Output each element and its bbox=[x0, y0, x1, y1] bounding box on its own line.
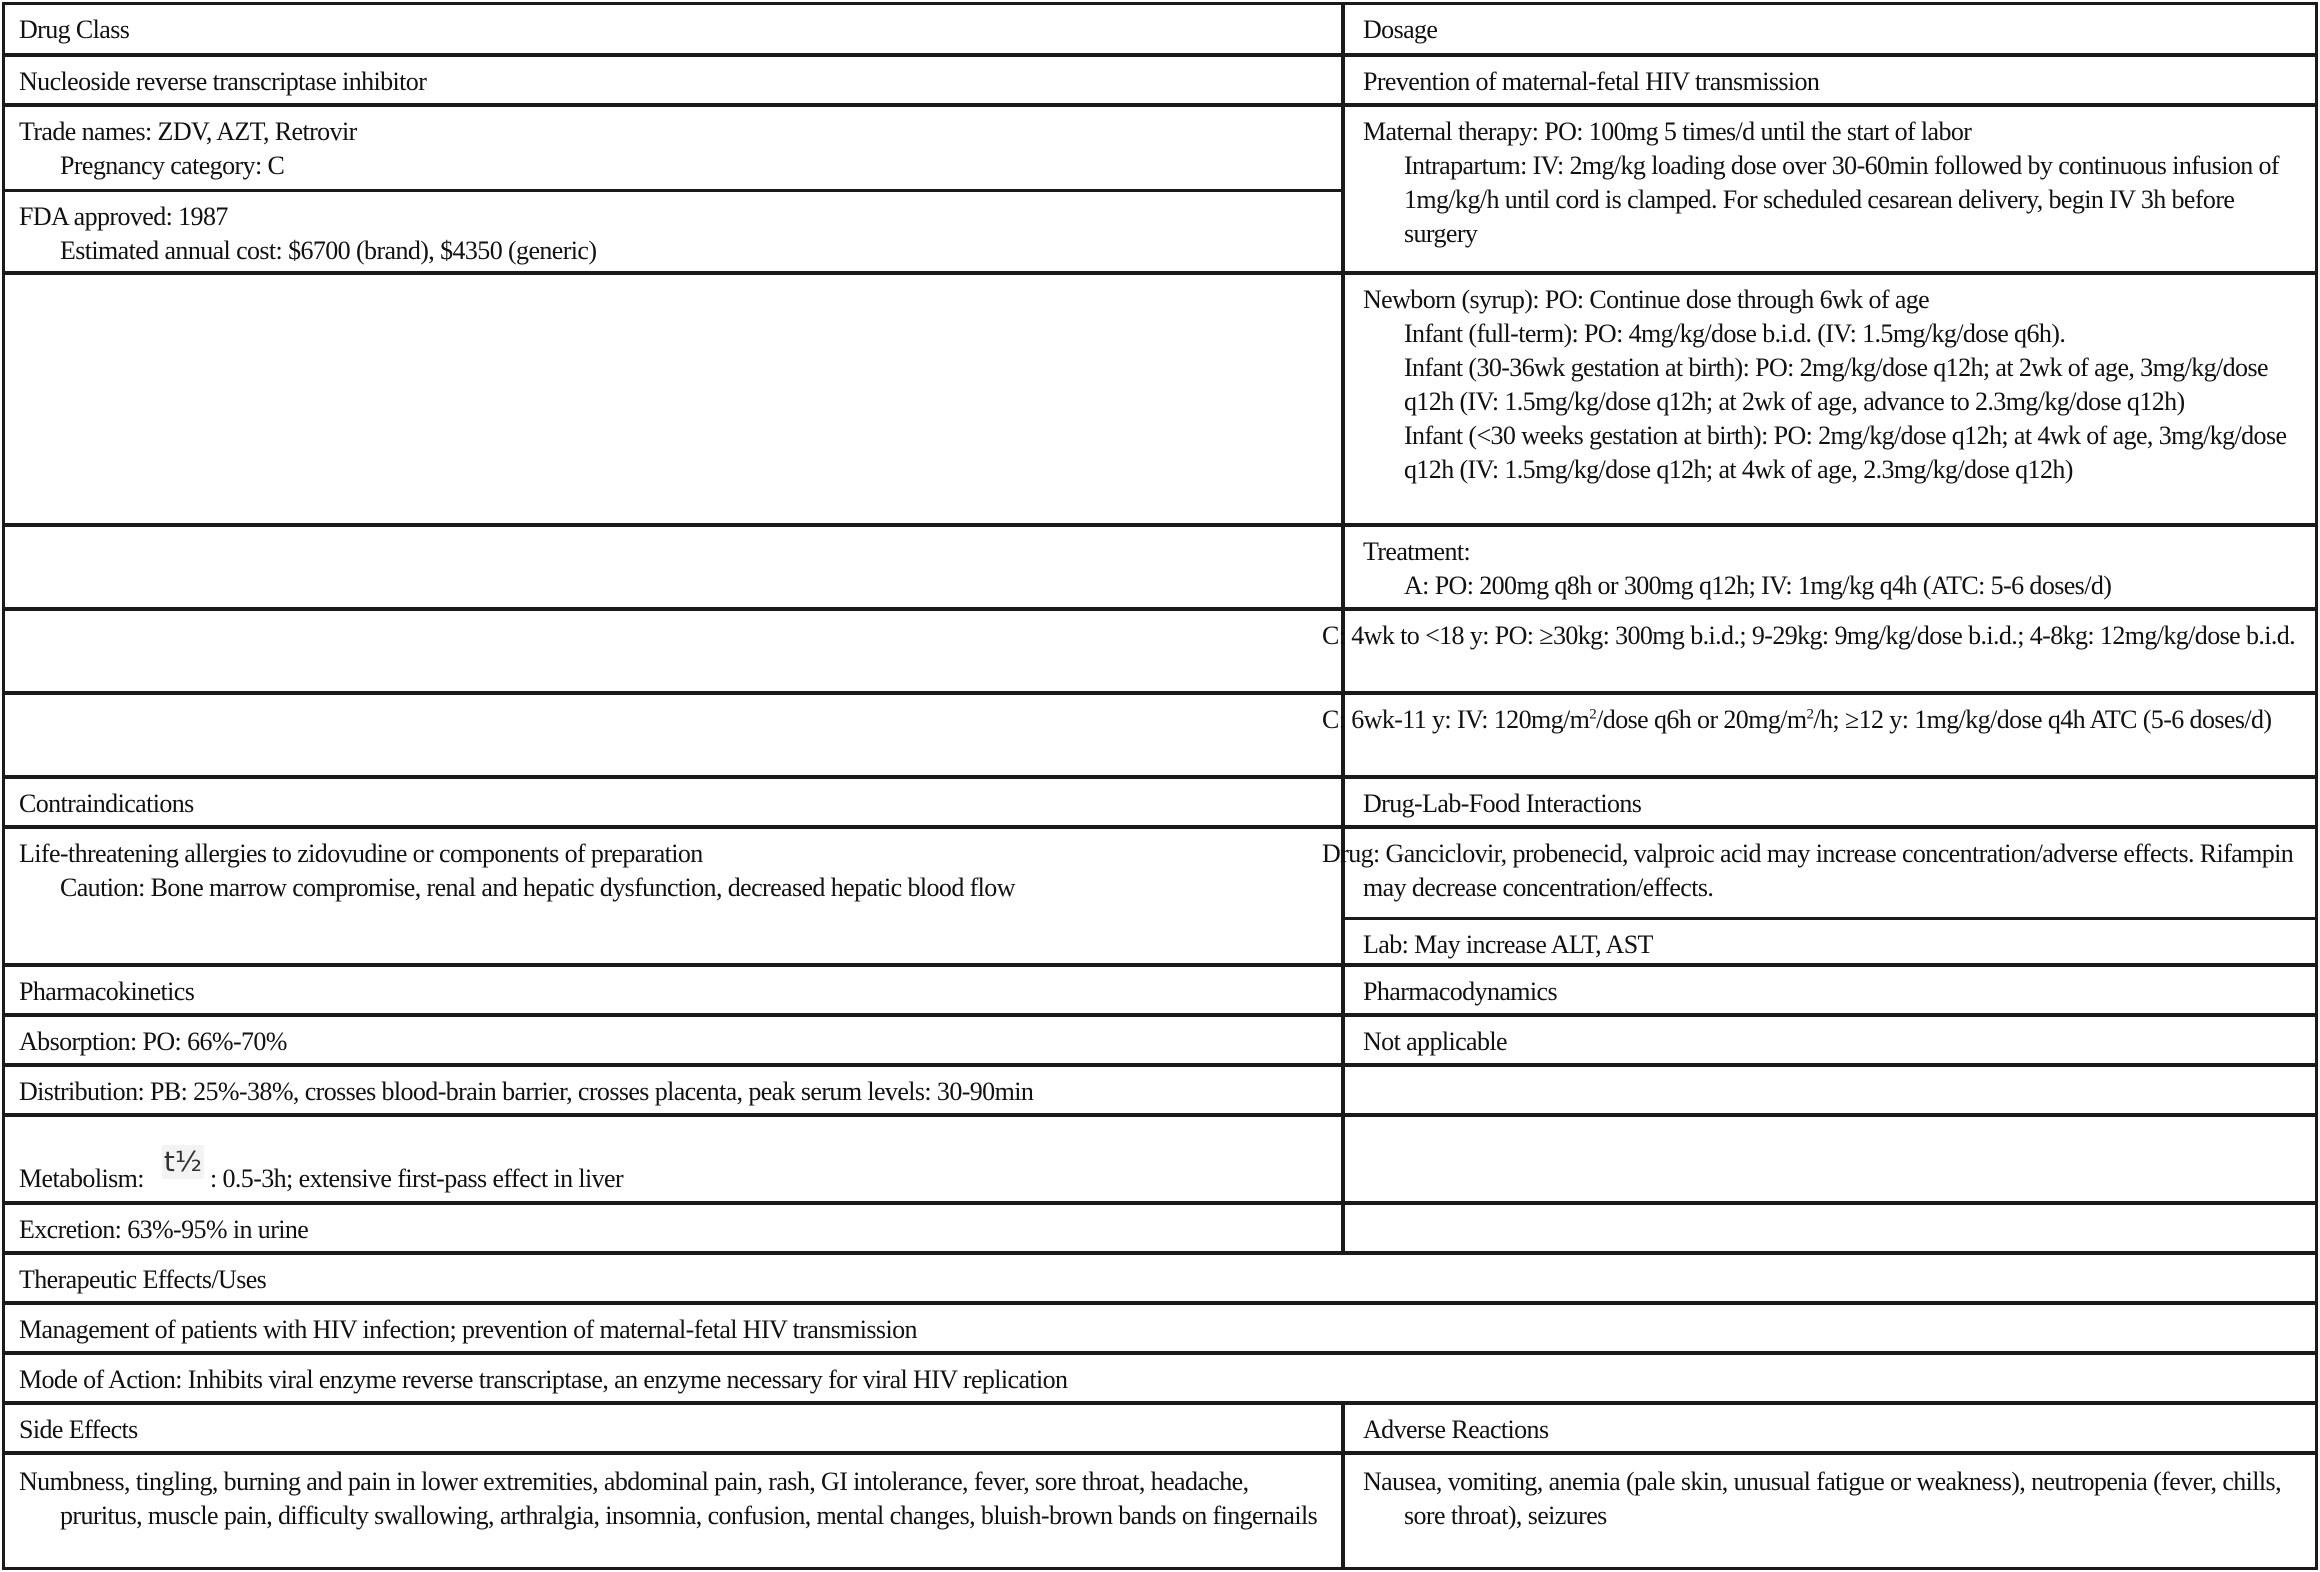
empty-cell bbox=[1341, 1205, 2315, 1253]
mode-of-action: Mode of Action: Inhibits viral enzyme reverse transcriptase, an enzyme necessary for viral HIV replication bbox=[19, 1365, 1068, 1394]
child-iv-part: /h; ≥12 y: 1mg/kg/dose q4h ATC (5-6 doses/d) bbox=[1813, 705, 2272, 734]
treatment-adult: A: PO: 200mg q8h or 300mg q12h; IV: 1mg/kg q4h (ATC: 5-6 doses/d) bbox=[1404, 571, 2112, 600]
interactions-header: Drug-Lab-Food Interactions bbox=[1341, 779, 2315, 827]
empty-cell bbox=[5, 695, 1341, 777]
fda-cell bbox=[5, 189, 1341, 273]
row-child-po bbox=[5, 607, 2315, 693]
half-life-icon: t½ bbox=[163, 1145, 202, 1178]
dosage-prevention-title: Prevention of maternal-fetal HIV transmission bbox=[1341, 57, 2315, 105]
header-row-therapeutic bbox=[5, 1251, 2315, 1303]
adverse-reactions: Nausea, vomiting, anemia (pale skin, unusual fatigue or weakness), neutropenia (fever, chills, sore throat), seizures bbox=[1341, 1455, 2315, 1567]
contraindications-header: Contraindications bbox=[19, 789, 194, 818]
maternal-therapy: Maternal therapy: PO: 100mg 5 times/d until the start of labor bbox=[1363, 117, 1972, 146]
drug-interactions: Drug: Ganciclovir, probenecid, valproic acid may increase concentration/adverse effects. Rifampin may decrease concentration/effects. bbox=[1341, 829, 2315, 917]
header-row-contraindications bbox=[5, 775, 2315, 827]
child-iv-part: C: 6wk-11 y: IV: 120mg/m bbox=[1322, 705, 1590, 734]
pharmacokinetics-header: Pharmacokinetics bbox=[19, 977, 195, 1006]
drug-class-header: Drug Class bbox=[19, 15, 130, 44]
drug-monograph-table bbox=[2, 2, 2318, 1570]
treatment-cell bbox=[1341, 527, 2315, 609]
therapeutic-uses: Management of patients with HIV infection; prevention of maternal-fetal HIV transmission bbox=[19, 1315, 917, 1344]
lab-interactions: Lab: May increase ALT, AST bbox=[1341, 917, 2315, 965]
row-treatment bbox=[5, 523, 2315, 609]
drug-class-value: Nucleoside reverse transcriptase inhibitor bbox=[19, 67, 427, 96]
trade-names: Trade names: ZDV, AZT, Retrovir bbox=[19, 117, 357, 146]
infant-full-term: Infant (full-term): PO: 4mg/kg/dose b.i.d. (IV: 1.5mg/kg/dose q6h). bbox=[1404, 319, 2066, 348]
pharmacodynamics-header: Pharmacodynamics bbox=[1341, 967, 2315, 1015]
distribution: Distribution: PB: 25%-38%, crosses blood-brain barrier, crosses placenta, peak serum levels: 30-90min bbox=[19, 1077, 1034, 1106]
row-child-iv bbox=[5, 691, 2315, 777]
row-absorption bbox=[5, 1013, 2315, 1065]
metabolism-label: Metabolism: bbox=[19, 1164, 144, 1193]
intrapartum-dosing: Intrapartum: IV: 2mg/kg loading dose over 30-60min followed by continuous infusion of 1mg/kg/h until cord is clamped. For scheduled cesarean delivery, begin IV 3h before surgery bbox=[1404, 151, 2279, 248]
row-newborn-dosing bbox=[5, 271, 2315, 525]
contraindication-main: Life-threatening allergies to zidovudine or components of preparation bbox=[19, 839, 703, 868]
metabolism-value: : 0.5-3h; extensive first-pass effect in liver bbox=[209, 1164, 624, 1193]
infant-under-30wk: Infant (<30 weeks gestation at birth): PO: 2mg/kg/dose q12h; at 4wk of age, 3mg/kg/dose q12h (IV: 1.5mg/kg/dose q12h; at 4wk of age, 2.3mg/kg/dose q12h) bbox=[1404, 421, 2287, 484]
pharmacodynamics-value: Not applicable bbox=[1341, 1017, 2315, 1065]
newborn-dosing: Newborn (syrup): PO: Continue dose through 6wk of age bbox=[1363, 285, 1930, 314]
annual-cost: Estimated annual cost: $6700 (brand), $4350 (generic) bbox=[60, 236, 597, 265]
fda-approved: FDA approved: 1987 bbox=[19, 202, 228, 231]
superscript: 2 bbox=[1806, 706, 1814, 723]
empty-cell bbox=[1341, 1067, 2315, 1115]
header-row-drug-class-dosage bbox=[5, 5, 2315, 55]
empty-cell bbox=[1341, 1117, 2315, 1203]
contraindication-caution: Caution: Bone marrow compromise, renal and hepatic dysfunction, decreased hepatic blood flow bbox=[60, 873, 1015, 902]
row-mode-of-action bbox=[5, 1351, 2315, 1403]
newborn-dosing-cell bbox=[1341, 275, 2315, 525]
infant-30-36wk: Infant (30-36wk gestation at birth): PO: 2mg/kg/dose q12h; at 2wk of age, 3mg/kg/dose q12h (IV: 1.5mg/kg/dose q12h; at 2wk of age, advance to 2.3mg/kg/dose q12h) bbox=[1404, 353, 2268, 416]
row-metabolism bbox=[5, 1113, 2315, 1203]
pregnancy-category: Pregnancy category: C bbox=[60, 151, 285, 180]
child-iv-dosing bbox=[1322, 695, 2315, 777]
treatment-label: Treatment: bbox=[1363, 537, 1471, 566]
contraindications-cell bbox=[5, 829, 1341, 965]
row-distribution bbox=[5, 1063, 2315, 1115]
therapeutic-header: Therapeutic Effects/Uses bbox=[19, 1265, 267, 1294]
row-excretion bbox=[5, 1201, 2315, 1253]
dosage-header: Dosage bbox=[1341, 5, 2315, 55]
row-drug-class-value bbox=[5, 53, 2315, 105]
excretion: Excretion: 63%-95% in urine bbox=[19, 1215, 309, 1244]
metabolism-cell bbox=[5, 1117, 1341, 1203]
absorption: Absorption: PO: 66%-70% bbox=[19, 1027, 287, 1056]
row-trade-names-maternal bbox=[5, 103, 2315, 273]
row-contraindications-content bbox=[5, 825, 2315, 965]
adverse-reactions-header: Adverse Reactions bbox=[1341, 1405, 2315, 1453]
superscript: 2 bbox=[1589, 706, 1597, 723]
maternal-therapy-cell bbox=[1341, 107, 2315, 273]
empty-cell bbox=[5, 611, 1341, 693]
side-effects-header: Side Effects bbox=[19, 1415, 138, 1444]
child-po-dosing: C: 4wk to <18 y: PO: ≥30kg: 300mg b.i.d.; 9-29kg: 9mg/kg/dose b.i.d.; 4-8kg: 12mg/kg/dose b.i.d. bbox=[1341, 611, 2315, 693]
row-therapeutic-uses bbox=[5, 1301, 2315, 1353]
header-row-pharmacokinetics bbox=[5, 963, 2315, 1015]
empty-cell bbox=[5, 527, 1341, 609]
empty-cell bbox=[5, 275, 1341, 525]
header-row-side-effects bbox=[5, 1401, 2315, 1453]
trade-names-cell bbox=[5, 107, 1341, 189]
row-side-effects-content bbox=[5, 1451, 2315, 1567]
child-iv-part: /dose q6h or 20mg/m bbox=[1596, 705, 1807, 734]
side-effects: Numbness, tingling, burning and pain in lower extremities, abdominal pain, rash, GI intolerance, fever, sore throat, headache, pruritus, muscle pain, difficulty swallowing, arthralgia, insomnia, confusion, mental changes, bluish-brown bands on fingernails bbox=[19, 1467, 1318, 1530]
